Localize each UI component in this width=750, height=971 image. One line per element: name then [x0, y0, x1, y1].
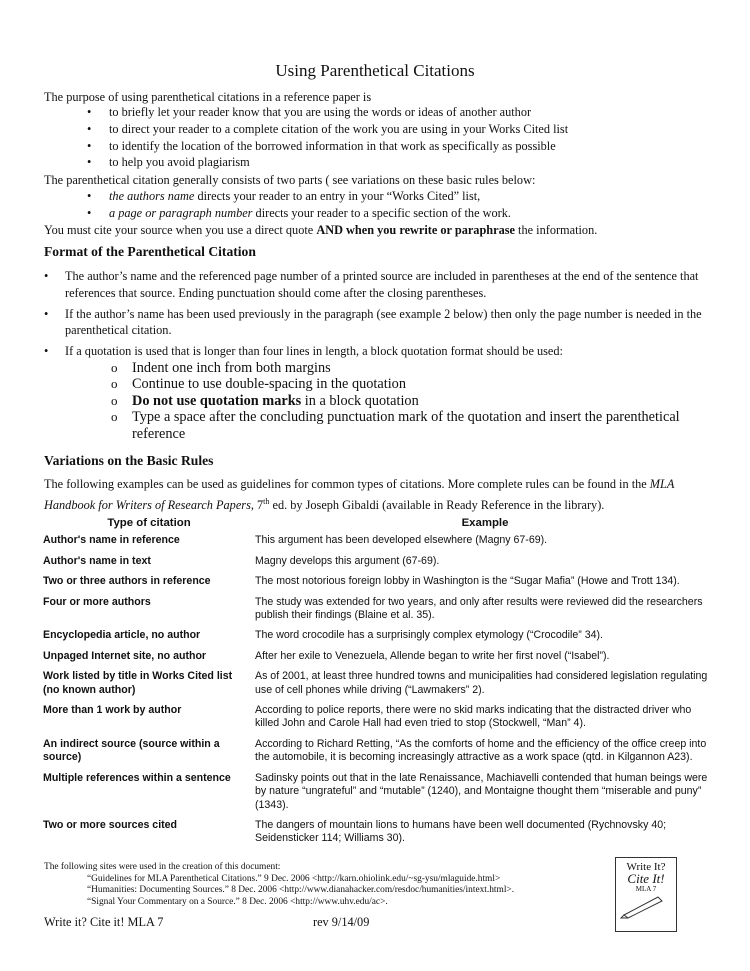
bullet-icon: •	[87, 105, 92, 119]
citation-type-cell: Multiple references within a sentence	[43, 771, 231, 784]
block-rule: o Do not use quotation marks in a block quotation	[111, 392, 419, 409]
parts-intro: The parenthetical citation generally consists of two parts ( see variations on these basic rules below:	[44, 173, 536, 187]
format-rule: • If the author’s name has been used previously in the paragraph (see example 2 below) then only the page number is needed in the parenthetical citation.	[44, 306, 702, 338]
table-row	[43, 704, 715, 738]
block-rule: o Continue to use double-spacing in the quotation	[111, 376, 406, 393]
citation-type-cell: Two or more sources cited	[43, 818, 178, 831]
variations-heading: Variations on the Basic Rules	[44, 453, 214, 468]
citation-example-cell: Sadinsky points out that in the late Renaissance, Machiavelli contended that human beings were by nature “ungrateful” and “mutable” (1240), and Montaigne thought them “miserable and puny” (1343).	[255, 771, 708, 811]
purpose-item: • to briefly let your reader know that you are using the words or ideas of another author	[87, 105, 532, 119]
write-it-cite-it-logo: Write It? Cite It! MLA 7	[615, 857, 677, 932]
purpose-item: • to direct your reader to a complete citation of the work you are using in your Works Cited list	[87, 121, 569, 136]
table-row	[43, 596, 715, 630]
table-row	[43, 534, 715, 554]
format-rules-list	[44, 268, 704, 364]
footer-title: Write it? Cite it! MLA 7	[44, 915, 164, 929]
citation-example-cell: Magny develops this argument (67-69).	[255, 554, 440, 567]
bullet-icon: •	[87, 189, 92, 203]
citation-type-cell: Encyclopedia article, no author	[43, 629, 201, 642]
block-rule: o Indent one inch from both margins	[111, 360, 331, 376]
citation-type-cell: Work listed by title in Works Cited list (no known author)	[43, 670, 233, 696]
purpose-item: • to identify the location of the borrowed information in that work as specifically as possible	[87, 138, 556, 153]
pencil-icon	[618, 893, 674, 919]
source-item: “Humanities: Documenting Sources.” 8 Dec. 2006 <http://www.dianahacker.com/resdoc/humanities/intext.html>.	[87, 885, 515, 896]
must-cite-text: You must cite your source when you use a direct quote AND when you rewrite or paraphrase the information.	[44, 223, 598, 237]
source-item: “Signal Your Commentary on a Source.” 8 Dec. 2006 <http://www.uhv.edu/ac>.	[87, 896, 388, 907]
table-body	[43, 534, 715, 852]
circle-bullet-icon: o	[111, 409, 118, 425]
citation-example-cell: This argument has been developed elsewhere (Magny 67-69).	[255, 534, 548, 547]
table-row	[43, 629, 715, 649]
bullet-icon: •	[44, 269, 49, 283]
citation-example-cell: The study was extended for two years, and only after results were reviewed did the researchers publish their findings (Blaine et al. 35).	[255, 595, 703, 622]
table-row	[43, 575, 715, 595]
citation-example-cell: The word crocodile has a surprisingly complex etymology (“Crocodile” 34).	[255, 629, 603, 642]
footer-revision: rev 9/14/09	[313, 915, 370, 929]
bullet-icon: •	[87, 155, 92, 170]
citation-example-cell: After her exile to Venezuela, Allende began to write her first novel (“Isabel”).	[255, 649, 610, 662]
bullet-icon: •	[87, 205, 92, 220]
table-row	[43, 819, 715, 853]
block-rule: o Type a space after the concluding punctuation mark of the quotation and insert the parenthetical reference	[111, 409, 680, 442]
intro-text: The purpose of using parenthetical citations in a reference paper is	[44, 90, 372, 104]
citation-type-cell: Two or three authors in reference	[43, 575, 211, 588]
purpose-item: • to help you avoid plagiarism	[87, 155, 250, 170]
citation-example-cell: According to police reports, there were no skid marks indicating that the distracted driver who killed John and Carole Hall had even tried to stop (Stockwell, “Man” 4).	[255, 704, 692, 730]
citation-table	[43, 516, 715, 853]
table-row	[43, 670, 715, 704]
format-rule: • If a quotation is used that is longer than four lines in length, a block quotation format should be used:	[44, 344, 563, 359]
citation-type-cell: Author's name in text	[43, 554, 151, 567]
part-item: • a page or paragraph number directs your reader to a specific section of the work.	[87, 205, 511, 220]
column-header-type: Type of citation	[107, 517, 191, 529]
citation-type-cell: Author's name in reference	[43, 534, 180, 547]
citation-type-cell: More than 1 work by author	[43, 704, 182, 717]
bullet-icon: •	[44, 306, 49, 321]
citation-example-cell: The dangers of mountain lions to humans have been well documented (Rychnovsky 40; Seidensticker 114; Williams 30).	[255, 818, 667, 845]
column-header-example: Example	[461, 517, 509, 529]
parts-list	[87, 188, 511, 222]
variations-intro: The following examples can be used as guidelines for common types of citations. More complete rules can be found in the MLA Handbook for Writers of Research Papers, 7th ed. by Joseph Gibaldi (available in Ready Reference in the library).	[44, 477, 675, 513]
table-header-row	[43, 516, 715, 534]
citation-type-cell: An indirect source (source within a source)	[43, 737, 220, 764]
citation-example-cell: According to Richard Retting, “As the comforts of home and the efficiency of the office creep into the automobile, it is becoming increasingly attractive as a work space (qtd. in Kilgannon A23).	[255, 737, 707, 764]
sources-section	[44, 862, 514, 908]
citation-type-cell: Four or more authors	[43, 595, 151, 608]
citation-example-cell: The most notorious foreign lobby in Washington is the “Sugar Mafia” (Howe and Trott 134).	[255, 575, 680, 588]
format-heading: Format of the Parenthetical Citation	[44, 244, 256, 259]
bullet-icon: •	[44, 344, 49, 359]
page-title: Using Parenthetical Citations	[275, 61, 475, 80]
citation-type-cell: Unpaged Internet site, no author	[43, 649, 207, 662]
bullet-icon: •	[87, 138, 92, 153]
circle-bullet-icon: o	[111, 376, 118, 392]
bullet-icon: •	[87, 121, 92, 136]
part-item: • the authors name directs your reader to an entry in your “Works Cited” list,	[87, 189, 481, 203]
purpose-list	[87, 104, 568, 171]
circle-bullet-icon: o	[111, 360, 118, 375]
source-item: “Guidelines for MLA Parenthetical Citations.” 9 Dec. 2006 <http://karn.ohiolink.edu/~sg-ysu/mlaguide.html>	[87, 873, 501, 884]
table-row	[43, 738, 715, 772]
format-rule: • The author’s name and the referenced page number of a printed source are included in parentheses at the end of the sentence that references that source. Ending punctuation should come after the closing parentheses.	[44, 269, 699, 300]
circle-bullet-icon: o	[111, 392, 118, 408]
table-row	[43, 650, 715, 670]
table-row	[43, 555, 715, 575]
sources-intro: The following sites were used in the creation of this document:	[44, 862, 281, 872]
block-quote-rules	[111, 360, 711, 442]
citation-example-cell: As of 2001, at least three hundred towns and municipalities had considered legislation regulating use of cell phones while driving (“Lawmakers” 2).	[255, 670, 708, 696]
table-row	[43, 772, 715, 819]
